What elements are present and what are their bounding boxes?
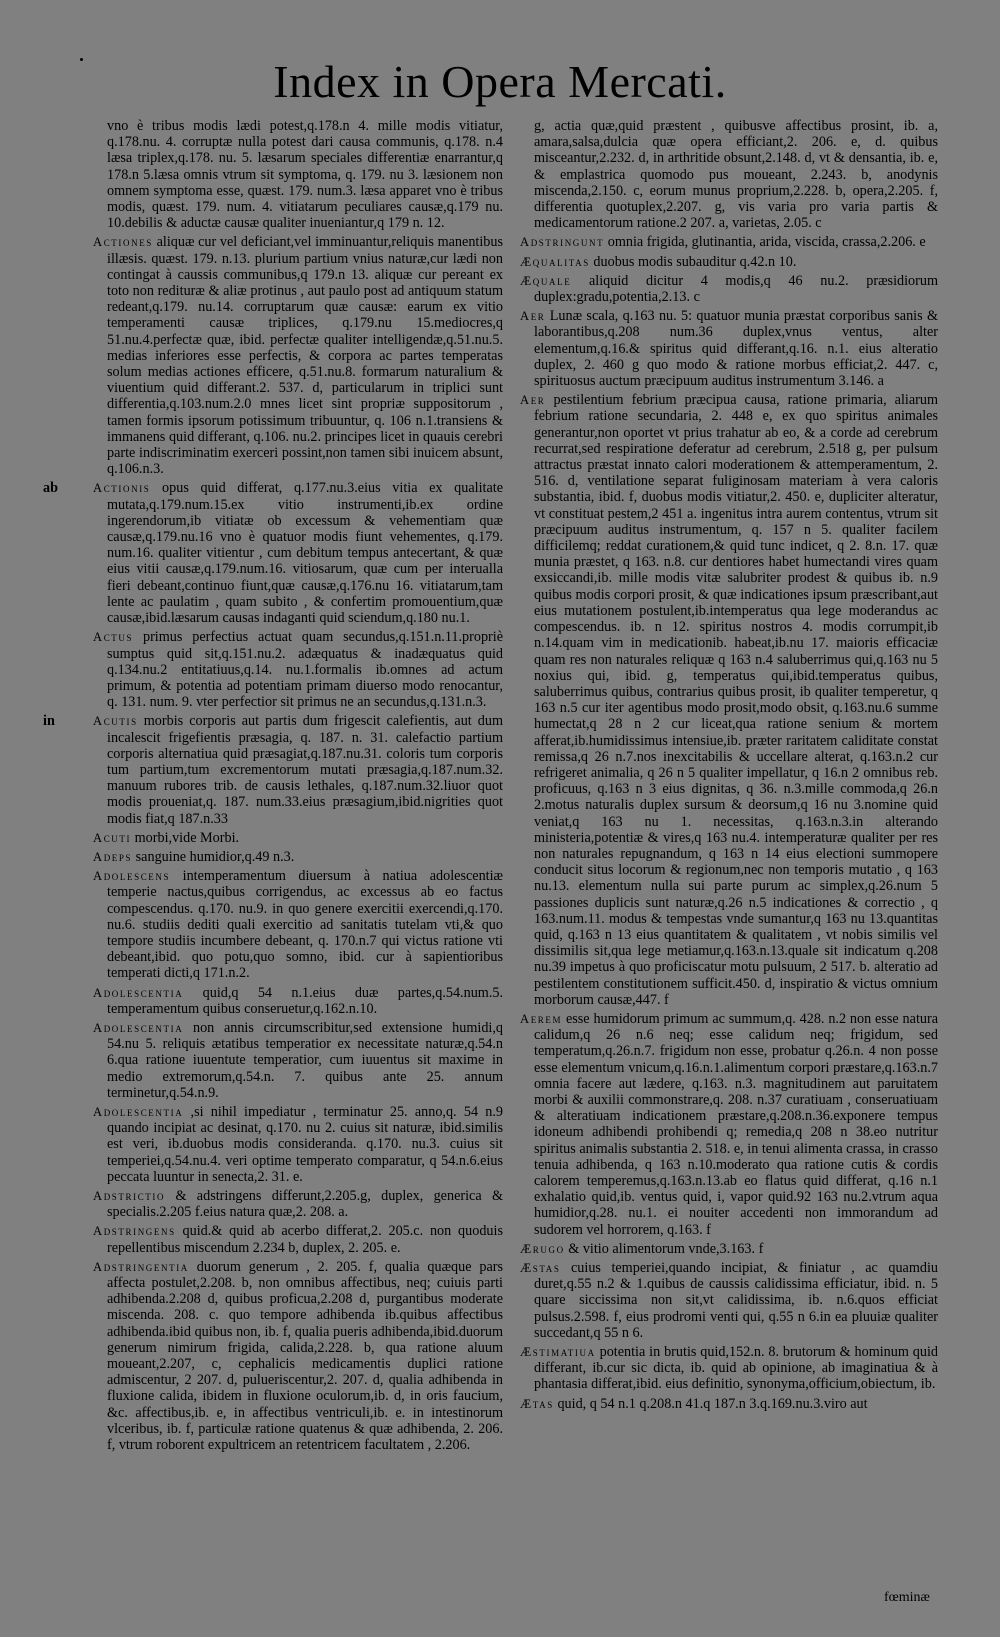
index-entry: [93, 629, 503, 710]
catchword: fœminæ: [884, 1590, 930, 1605]
index-entry: [520, 254, 938, 270]
index-entry: [93, 1020, 503, 1101]
entry-headword: Actionis: [93, 481, 151, 496]
index-entry: [520, 234, 938, 250]
index-entry: [93, 985, 503, 1017]
entry-text: vno è tribus modis lædi potest,q.178.n 4. mille modis vitiatur, q.178.nu. 4. corruptæ nulla potest dari causa communis, q.178. n.4 læsa triplex,q.178. nu. 5. læsarum speciales differentiæ enarrantur,q 178.n 5.læsa omnis vtrum sit symptoma, q. 179. nu 3. læsionem non omnem symptoma esse, quæst. 179. num.3. læsa apparet vno è tribus modis, quæst. 179. num. 4. vitiatarum peculiares causæ,q.179 nu. 10.debilis & aductæ causæ qualiter inueniantur,q 179 n. 12.: [107, 118, 503, 232]
entry-headword: Aer: [520, 309, 546, 324]
entry-text: opus quid differat, q.177.nu.3.eius vitia ex qualitate mutata,q.179.num.15.ex vitio instrumenti,ib.ex ordine ingerendorum,ib vitiatæ ob excessum & vehementiam quæ causæ,q.179.nu.16 vno è quatuor modis fiunt vehementes, q.179. num.16. qualiter vitientur , cum debitum tempus antecertant, & quæ eius vitii causæ,q.179.num.16. vitiosarum, quæ cum per interualla fieri debeant,continuo fiunt,quæ causæ,q.176.nu 16. vitiatarum,tam lente ac paulatim , quam subito , & confertim promouentium,quæ causæ,ibid.læsarum causas indaganti quid sciendum,q.180 nu.1.: [107, 480, 503, 627]
entry-headword: Æquale: [520, 273, 572, 288]
entry-text: potentia in brutis quid,152.n. 8. brutorum & hominum quid differant, ib.cur sic dicta, ib. quid ab opinione, ab imaginatiua & à phantasia differat,ibid. eius definitio, synonyma,officium,obiectum, ib.: [534, 1344, 939, 1393]
entry-text: omnia frigida, glutinantia, arida, viscida, crassa,2.206. e: [607, 234, 926, 251]
entry-text: intemperamentum diuersum à natiua adolescentiæ temperie nactus,quibus corrigendus, ac excessus ab eo factus compescendus. q.170. nu.9. in quo genere exercitii exercendi,q.170. nu.6. studiis dediti quali exercitio ad sanitatis tutelam vti,& quo tempore studiis incumbere debeant, q. 170.n.7 qui victus ratione vti debeant,ibid. quo potu,quo somno, ibid. cur à sapientioribus temperati dicti,q 171.n.2.: [107, 868, 504, 982]
index-entry: [520, 1011, 938, 1238]
entry-headword: Adolescentia: [93, 985, 184, 1000]
index-entry: [520, 1260, 938, 1341]
index-entry: [93, 868, 503, 981]
entry-text: ,si nihil impediatur , terminatur 25. anno,q. 54 n.9 quando incipiat ac desinat, q.170. nu 2. cuius sit naturæ, ibid.similis est veri, ib.duobus modis consideranda. q.170. nu.3. cuius sit temperiei,q.54.nu.4. veri optime temperato comparatur, q 54.n.6.eius peccata luuntur in senecta,2. 31. e.: [107, 1103, 504, 1185]
entry-text: g, actia quæ,quid præstent , quibusve affectibus prosint, ib. a, amara,salsa,dulcia quæ opera efficiant,2. 206. e, d. quibus misceantur,2.232. d, in arthritide obsunt,2.148. d, vt & densantia, ib. e, & emplastrica quomodo pus moueant, 2.243. b, anodynis miscenda,2.150. c, eorum munus proprium,2.228. b, opera,2.205. f, differentia quotuplex,2.207. g, vis varia pro varia partis & medicamentorum ratione.2 207. a, varietas, 2.05. c: [534, 118, 938, 232]
entry-text: duobus modis subauditur q.42.n 10.: [593, 253, 797, 270]
entry-headword: Adstringens: [93, 1224, 176, 1239]
index-entry: [520, 118, 938, 231]
entry-text: & adstringens differunt,2.205.g, duplex, generica & specialis.2.205 f.eius natura quæ,2. 208. a.: [107, 1188, 503, 1221]
entry-headword: Aerem: [520, 1011, 563, 1026]
index-entry: [520, 273, 938, 305]
entry-headword: Adstrictio: [93, 1189, 166, 1203]
entry-text: quid,q 54 n.1.eius duæ partes,q.54.num.5. temperamentum quibus conseruetur,q.162.n.10.: [107, 984, 504, 1017]
entry-text: primus perfectius actuat quam secundus,q.151.n.11.propriè sumptus quid sit,q.151.nu.2. adæquatus & inadæquatus quid q.134.nu.2 entitatiuus,q.14. nu.1.formalis ib.omnes ad actum primum, & potentia ad potentiam primam diuerso modo renocantur, q. 131. num. 9. vter perfectior sit primus ne an secundus,q.131.n.3.: [107, 629, 504, 711]
entry-headword: Ætas: [520, 1396, 554, 1411]
entry-headword: Adolescens: [93, 869, 171, 884]
entry-headword: Adolescentia: [93, 1104, 184, 1119]
entry-text: aliquæ cur vel deficiant,vel imminuantur,reliquis manentibus illæsis. quæst. 179. n.13. plurium partium vnius naturæ,cur lædi non contingat à caussis communibus,q 179.n 13. aliquæ cur pereant ex toto non redituræ & aliæ protinus , aut paulo post ad antiquum statum redeant,q.179. nu.14. corruptarum quæ causæ: earum ex vitio temperamenti causæ triplices, q.179.nu 15.mediocres,q 51.nu.4.perfectæ quæ, ibid. perfectæ qualiter intelligendæ,q.51.nu.5. medias inferiores esse perfectis, & corpora ac partes temperatas solum medias actiones efficere, q.51.nu.8. formarum naturalium & viuentium quid differant.2. 537. d, particularum in triplici sunt differentia,q.103.num.2.0 mnes licet sint propriæ suppositorum , tamen formis ipsorum potissimum tribuuntur, q. 106 n.1.transiens & immanens quid differant, q.106. nu.2. principes licet in quauis cerebri parte indiscriminatim exerceri possint,non tamen sibi inuicem absunt, q.106.n.3.: [107, 234, 504, 478]
entry-text: cuius temperiei,quando incipiat, & finiatur , ac quamdiu duret,q.55 n.2 & 1.quibus de caussis calidissima efficiatur, ibid. n. 5 quare siccissima non sit,vt calidissima, ib. n.6.quos efficiat pulsus.2.598. f, eius prodromi venti qui, q.55 n 6.in ea pluuiæ qualiter succedant,q 55 n 6.: [534, 1260, 938, 1341]
entry-headword: Æstimatiua: [520, 1345, 596, 1360]
index-entry: [520, 1344, 938, 1393]
index-entry: [93, 1188, 503, 1220]
entry-text: pestilentium febrium præcipua causa, ratione primaria, aliarum febrium ratione secundaria, 2. 448 e, ex quo spiritus animales generantur,non oportet vt prius trahatur ab eo, & a corde ad cerebrum recurrat,sed respiratione deferatur ad cerebrum, 2.518 g, per pulsum attractus præstat innato calori moderationem & attemperamentum, 2. 516. d, ventilatione separat fuliginosam materiam à vera caloris substantia, ibid. f, duobus modis vitiatur,2. 450. e, dupliciter alteratur, vt constituat pestem,2 451 a. ingenitus intra aurem contentus, vtrum sit præcipuum auditus instrumentum, q. 157 n 5. qualiter facilem difficilemq; reddat curationem,& quid tunc indicet, q 2. 8.n. 17. quæ munia præstet, q 163. n.8. cur dentiores habet humectandi vires quam exsiccandi,ib. mille modis vitæ salubriter prodest & quibus ib. n.9 quibus modis corpori prosit, & quæ indicationes ipsum præscribant,aut eius mutationem postulent,ib.intemperatus qua lege moderandus ac compescendus. ib. n 12. spiritus nostros 4. modis corrumpit,ib n.14.quam vim in medicationib. habeat,ib.nu 17. maioris efficaciæ quam res non naturales reliquæ q 163 n.4 saluberrimus qui,q.163 nu 5 noxius qui, ibid. g, temperatus qui,ibid.temperatus quibus, saluberrimus quibus, contrarius quibus prosit, ib qualiter temperetur, q 163 n.5 cur iter agentibus modo prosit,modo obsit, q.163.nu.6 summe humectat,q 28 n 2 cur liceat,qua ratione senium & mortem afferat,ib.humidissimus intensiue,ib. præter raritatem caliditate constat remissa,q 26 n.7.nos inexcitabilis & uccellare alterat, q.163.n.2 cur refrigeret animalia, q 26 n 5 qualiter impellatur, q 16.n 2 omnibus reb. proficuus, q.163 n 3 eius dignitas, q 36. n.3.mille commoda,q 26.n 2.motus naturalis duplex sursum & deorsum,q 16 nu 3.nomine quid veniat,q 163 nu 1. necessitas, q.163.n.3.in alterando ministeria,potentiæ & vires,q 163 nu.4. intemperaturæ qualiter per res non naturales repugnandum, q 163 n 14 eius electioni summopere conducit situs locorum & regionum,nec non temporis mutatio , q 163 nu.13. elementum nulla sui parte purum ac simplex,q.26.num 5 passiones duplicis sunt naturæ,q.26 n.5 indicationes & correctio , q 163.num.11. modus & tempestas vnde sumantur,q 163 nu 13.quantitas quid, q.163 n 13 eius quantitatem & qualitatem , vt nobis similis vel dissimilis sit,qua lege metiamur,q.163.n.13.quale sit indicatum q.208 nu.39 impetus à quo proficiscatur motu pulsuum, 2 517. b. alteratio ad pestilentem constitutionem sufficit.450. d, inspiratio & victus omnium morborum causæ,447. f: [534, 392, 939, 1008]
entry-text: non annis circumscribitur,sed extensione humidi,q 54.nu 5. reliquis ætatibus temperatior ex necessitate naturæ,q.54.n 6.qua ratione iuuentute temperatior, cum iuuentus sit maxime in medio extremorum,q.54.n. 7. quibus ante 25. annum terminetur,q.54.n.9.: [107, 1019, 503, 1101]
index-entry: [93, 849, 503, 865]
index-entry: [43, 480, 503, 627]
entry-text: duorum generum , 2. 205. f, qualia quæque pars affecta postulet,2.208. b, non omnibus affectibus, neq; cuiuis parti adhibenda.2.208 d, quibus proficua,2.208 d, purgantibus moderate miscenda. 208. c. quo tempore adhibenda ib.quibus affectibus adhibenda.ibid quibus non, ib. f, qualia pueris adhibenda,ibid.duorum generum nimirum frigida, calida,2.228. b, qua ratione aluum moueant,2.207, c, cephalicis medicamentis duplici ratione admiscentur, 2 207. d, pulueriscentur,2. 207. d, qualia adhibenda in fluxione calida, ibidem in fluxione oculorum,ib. d, in oris faucium, &c. affectibus,ib. e, in affectibus ventriculi,ib. e. in intestinorum vlceribus, ib. f, particulæ ratione quatenus & quæ adhibenda, 2. 206. f, vtrum roborent expultricem an retentricem facultatem , 2.206.: [107, 1258, 504, 1454]
right-column: [520, 118, 938, 1415]
index-entry: [93, 1259, 503, 1453]
index-entry: [93, 118, 503, 231]
index-entry: [520, 1241, 938, 1257]
margin-prefix-text: in: [43, 713, 55, 730]
entry-text: & vitio alimentorum vnde,3.163. f: [568, 1240, 764, 1257]
entry-headword: Adeps: [93, 849, 133, 864]
entry-headword: Adolescentia: [93, 1020, 184, 1035]
entry-headword: Aer: [520, 393, 546, 408]
entry-headword: Actiones: [93, 235, 153, 250]
index-entry: [93, 234, 503, 477]
entry-text: quid.& quid ab acerbo differat,2. 205.c. non quoduis repellentibus miscendum 2.234 b, duplex, 2. 205. e.: [107, 1223, 503, 1256]
entry-headword: Æstas: [520, 1261, 561, 1276]
entry-headword: Adstringunt: [520, 235, 605, 250]
index-entry: [93, 1104, 503, 1185]
index-entry: [93, 830, 503, 846]
index-entry: [520, 392, 938, 1008]
entry-text: aliquid dicitur 4 modis,q 46 nu.2. præsidiorum duplex:gradu,potentia,2.13. c: [534, 272, 938, 306]
page-title: Index in Opera Mercati.: [273, 56, 727, 107]
entry-text: Lunæ scala, q.163 nu. 5: quatuor munia præstat corporibus sanis & laborantibus,q.208 num.36 duplex,vnus ventus, alter elementum,q.16.& spiritus quid differant,q.16. n.1. eius alteratio duplex, 2. 460 g quo modo & ratione morbus efficiat,2. 447. c, spirituosus auctum præcipuum auditus instrumentum 3.146. a: [534, 308, 939, 390]
index-entry: [93, 1223, 503, 1255]
entry-text: morbis corporis aut partis dum frigescit calefientis, aut dum incalescit frigefientis præsagia, q. 187. n. 31. calefactio partium corporis alternatiua quid præsagiat,q.187.nu.31. coloris tum corporis tum partium,tum excrementorum mutati præsagia,q.187.num.32. manuum rubores trib. de causis lethales, q.187.num.32.liuor quot modis proueniat,q. 187. num.33.eius præsagium,ibid.nigrities quot modis fiat,q 187.n.33: [107, 713, 504, 827]
margin-prefix-text: ab: [43, 480, 58, 497]
entry-text: esse humidorum primum ac summum,q. 428. n.2 non esse natura calidum,q 26 n.6 neq; esse calidum neq; frigidum, sed temperatum,q.26.n.7. frigidum non esse, probatur q.26.n. 4 non posse esse elementum vnicum,q.16.n.1.alimentum corpori præstare,q.163.n.7 omnia facere aut lædere, q.163. n.3. magnitudinem aut paruitatem morbi & auxilii commonstrare,q. 208. n.37 curatiuam , conseruatiuam & alteratiuam indicationem præstare,q.208.n.36.exponere tempus idoneum adhibendi prohibendi q; remedia,q 208 n 38.eo nutritur spiritus animalis substantia 2. 518. e, in tenui alimenta crassa, in crasso tenuia adhibenda, q 163 n.10.moderato qua ratione cutis & cordis calorem temperemus,q.163.n.13.ab eo flatus quid differat, q.16 n.1 exhalatio quid,ib. ventus quid, i, vapor quid.92 163 nu.2.vtrum aqua humidior,q.28. nu.1. ei nouiter accedenti non immorandum ad sudorem vel horrorem, q.163. f: [534, 1010, 938, 1238]
entry-headword: Adstringentia: [93, 1259, 189, 1274]
entry-headword: Ærugo: [520, 1241, 565, 1256]
index-entry: [520, 308, 938, 389]
entry-headword: Acutis: [93, 714, 138, 729]
entry-text: morbi,vide Morbi.: [134, 829, 240, 846]
left-column: [43, 118, 504, 1456]
entry-text: quid, q 54 n.1 q.208.n 41.q 187.n 3.q.169.nu.3.viro aut: [557, 1395, 868, 1412]
entry-headword: Æqualitas: [520, 254, 590, 269]
index-entry: [520, 1396, 938, 1412]
entry-headword: Acuti: [93, 830, 132, 845]
entry-text: sanguine humidior,q.49 n.3.: [135, 848, 295, 865]
index-entry: [43, 713, 504, 827]
entry-headword: Actus: [93, 630, 134, 645]
